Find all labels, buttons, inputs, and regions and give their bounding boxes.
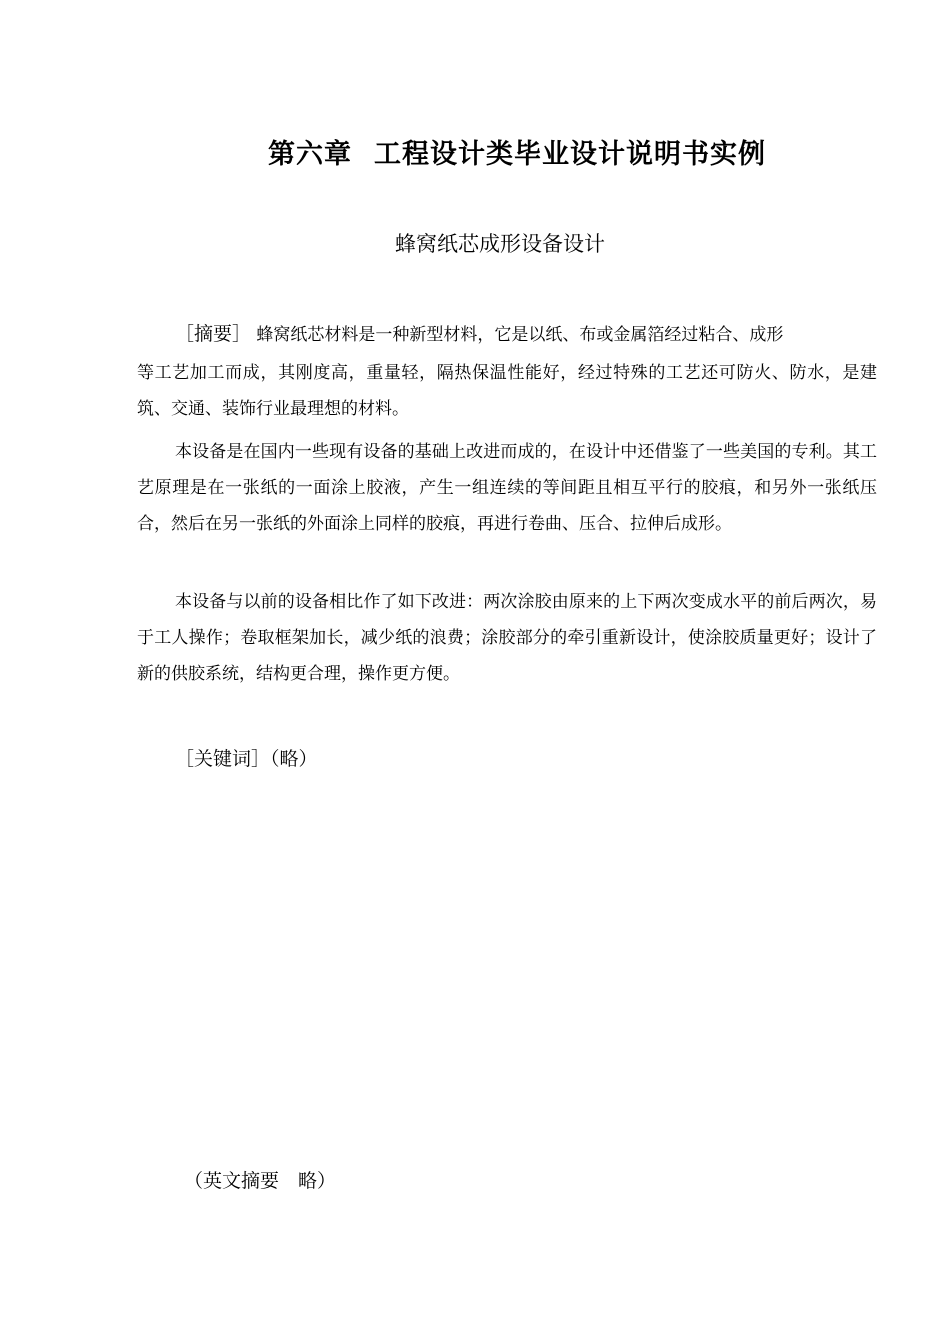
keywords-line — [175, 744, 318, 771]
abstract-line1: 蜂窝纸芯材料是一种新型材料，它是以纸、布或金属箔经过粘合、成形 — [256, 325, 784, 345]
english-abstract-line — [184, 1166, 336, 1193]
document-subtitle: 蜂窝纸芯成形设备设计 — [395, 232, 605, 256]
abstract-rest: 等工艺加工而成，其刚度高，重量轻，隔热保温性能好，经过特殊的工艺还可防火、防水，是建筑、交通、装饰行业最理想的材料。 — [137, 363, 877, 419]
keywords-label: ［关键词］ — [175, 748, 271, 770]
english-abstract-value: 略） — [298, 1170, 337, 1192]
chapter-title — [268, 132, 766, 171]
keywords-value: （略） — [270, 748, 318, 770]
body-paragraph-3: 本设备与以前的设备相比作了如下改进：两次涂胶由原来的上下两次变成水平的前后两次，易于工人操作；卷取框架加长，减少纸的浪费；涂胶部分的牵引重新设计，使涂胶质量更好；设计了新的供胶系统，结构更合理，操作更方便。 — [137, 592, 877, 684]
chapter-number: 第六章 — [268, 139, 352, 170]
body-paragraph-2: 本设备是在国内一些现有设备的基础上改进而成的，在设计中还借鉴了一些美国的专利。其工艺原理是在一张纸的一面涂上胶液，产生一组连续的等间距且相互平行的胶痕，和另外一张纸压合，然后在另一张纸的外面涂上同样的胶痕，再进行卷曲、压合、拉伸后成形。 — [137, 442, 877, 534]
abstract-label: ［摘要］ — [175, 323, 252, 345]
abstract-paragraph — [137, 314, 877, 427]
abstract-first-line — [137, 314, 877, 355]
chapter-title-text: 工程设计类毕业设计说明书实例 — [374, 139, 766, 170]
english-abstract-label: （英文摘要 — [184, 1170, 280, 1192]
